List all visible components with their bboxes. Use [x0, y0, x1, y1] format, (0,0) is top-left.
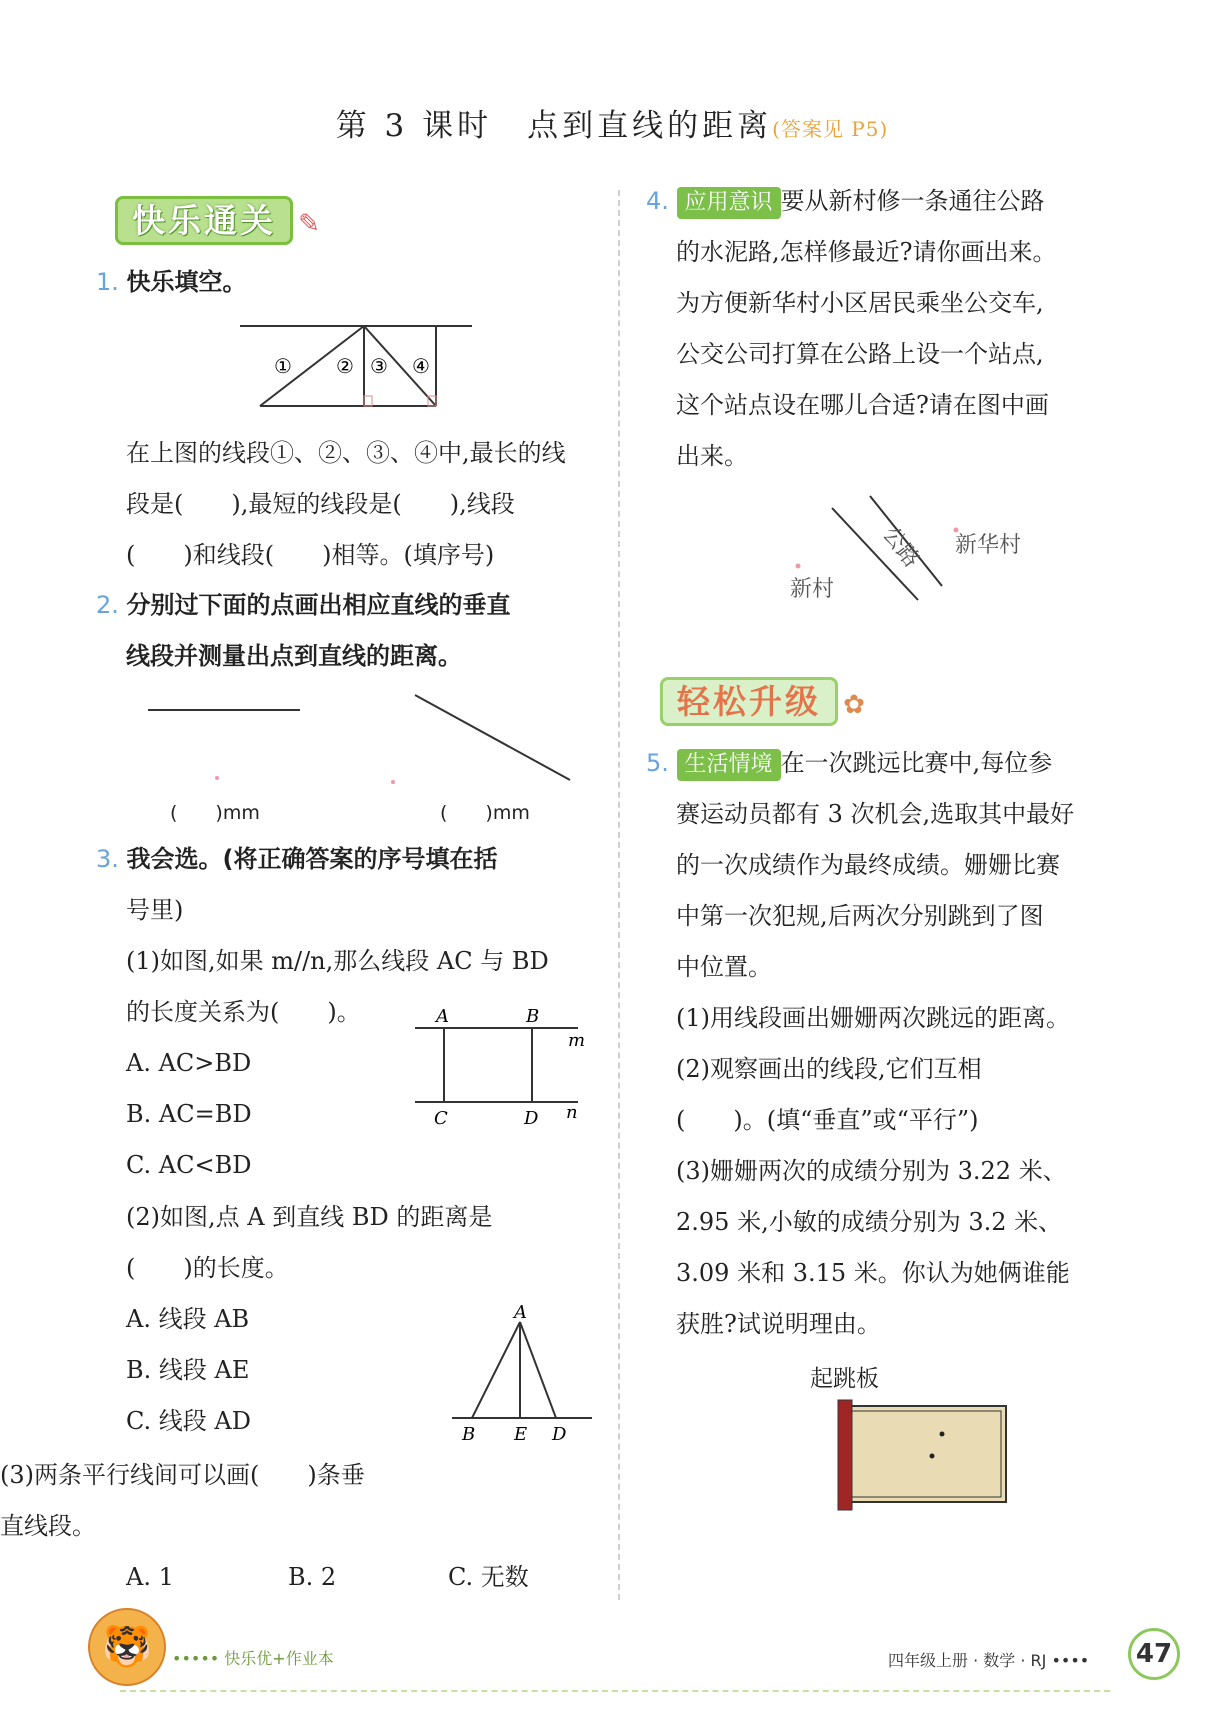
q1-figure: [240, 320, 480, 412]
svg-text:A: A: [514, 1302, 527, 1323]
q2-blank-1: ( )mm: [170, 802, 260, 824]
label-2: ②: [336, 354, 354, 378]
svg-text:D: D: [524, 1108, 539, 1129]
q2-heading: 2. 分别过下面的点画出相应直线的垂直 线段并测量出点到直线的距离。: [96, 591, 511, 670]
palette-icon: ✿: [843, 690, 865, 720]
footer-dashed-line: [120, 1690, 1110, 1692]
svg-text:C: C: [434, 1108, 448, 1129]
q3-p3-option-a: A. 1: [126, 1563, 174, 1591]
q1-text: 在上图的线段①、②、③、④中,最长的线 段是( ),最短的线段是( ),线段 ( )和线段( )相等。(填序号): [126, 439, 566, 569]
svg-text:E: E: [514, 1424, 528, 1445]
option-c: C. 线段 AD: [126, 1407, 251, 1435]
svg-text:m: m: [568, 1030, 586, 1051]
q3-figure-triangle: [450, 1300, 600, 1450]
q2-figure: [140, 690, 580, 790]
q3-p3-option-b: B. 2: [288, 1563, 337, 1591]
label-4: ④: [412, 354, 430, 378]
column-divider: [618, 190, 620, 1600]
svg-text:新村: 新村: [790, 577, 835, 602]
takeoff-board: [838, 1400, 852, 1510]
q3-figure-parallel: [410, 1000, 590, 1135]
label-3: ③: [370, 354, 388, 378]
section-banner-upgrade: 轻松升级 ✿: [660, 676, 865, 723]
answer-reference: (答案见 P5): [772, 117, 889, 141]
option-a: A. 线段 AB: [126, 1305, 250, 1333]
svg-text:B: B: [462, 1424, 476, 1445]
page-title: 第 3 课时 点到直线的距离(答案见 P5): [335, 108, 889, 144]
q4-map: [770, 490, 1022, 610]
q3-part2: (2)如图,点 A 到直线 BD 的距离是 ( )的长度。 A. 线段 AB B. 线段 AE C. 线段 AD: [126, 1192, 492, 1447]
takeoff-board-label: 起跳板: [810, 1366, 879, 1392]
svg-text:A: A: [436, 1006, 449, 1027]
brand-text: ••••• 快乐优+作业本: [172, 1649, 334, 1668]
option-b: B. 线段 AE: [126, 1356, 250, 1384]
q3-p3-option-c: C. 无数: [448, 1563, 529, 1591]
badge-life: 生活情境: [677, 749, 781, 781]
label-1: ①: [274, 354, 292, 378]
q2-blank-2: ( )mm: [440, 802, 530, 824]
section-banner-easy: 快乐通关 ✎: [115, 195, 320, 242]
option-b: B. AC=BD: [126, 1100, 252, 1128]
svg-text:n: n: [566, 1102, 578, 1123]
svg-text:D: D: [552, 1424, 567, 1445]
badge-application: 应用意识: [677, 187, 781, 219]
pencil-icon: ✎: [298, 209, 320, 239]
page-number: 47: [1128, 1628, 1180, 1680]
option-a: A. AC>BD: [126, 1049, 252, 1077]
option-c: C. AC<BD: [126, 1151, 252, 1179]
tiger-mascot-icon: 🐯: [88, 1608, 166, 1686]
q3-heading: 3. 我会选。(将正确答案的序号填在括 号里): [96, 845, 498, 924]
q5-sandpit-figure: [836, 1398, 1016, 1513]
svg-text:B: B: [526, 1006, 540, 1027]
q4-block: 4. 应用意识 要从新村修一条通往公路 的水泥路,怎样修最近?请你画出来。 为方便新华村小区居民乘坐公交车, 公交公司打算在公路上设一个站点, 这个站点设在哪儿合适?请在图中画 出来。: [646, 187, 1057, 470]
grade-text: 四年级上册 · 数学 · RJ ••••: [888, 1651, 1090, 1670]
q1-heading: 1. 快乐填空。: [96, 268, 247, 296]
q5-block: 5. 生活情境 在一次跳远比赛中,每位参 赛运动员都有 3 次机会,选取其中最好 的一次成绩作为最终成绩。姗姗比赛 中第一次犯规,后两次分别跳到了图 中位置。 (1)用线段画出姗姗两次跳远的距离。 (2)观察画出的线段,它们互相 ( )。(填“垂直”或“平行”) (3)姗姗两次的成绩分别为 3.22 米、 2.95 米,小敏的成绩分别为 3.2 米、 3.09 米和 3.15 米。你认为她俩谁能 获胜?试说明理由。: [646, 749, 1075, 1338]
svg-text:新华村: 新华村: [955, 533, 1022, 558]
q3-part3: (3)两条平行线间可以画( )条垂 直线段。: [0, 1461, 365, 1540]
q3-part1: (1)如图,如果 m//n,那么线段 AC 与 BD 的长度关系为( )。 A. AC>BD B. AC=BD C. AC<BD: [126, 936, 549, 1191]
svg-text:公路: 公路: [877, 522, 925, 573]
